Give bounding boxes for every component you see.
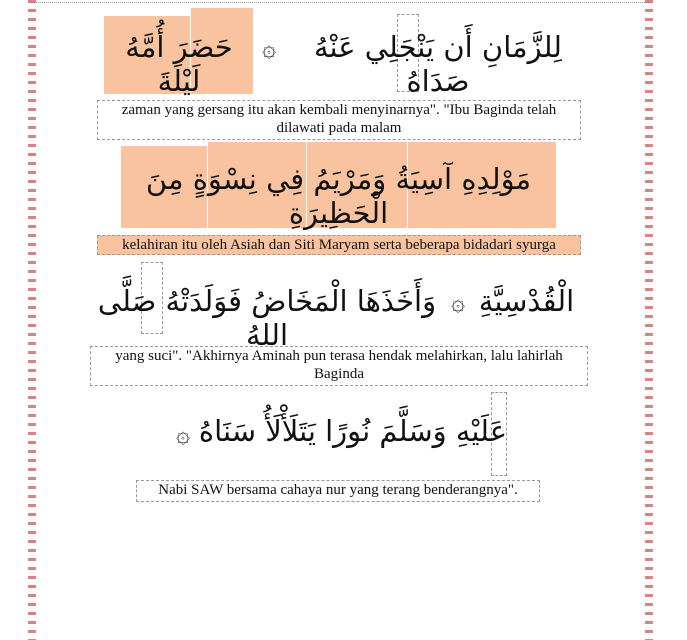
arabic-verse-3-right: الْقُدْسِيَّةِ <box>478 284 575 318</box>
translation-verse-4: Nabi SAW bersama cahaya nur yang terang benderangnya". <box>136 480 540 502</box>
translation-verse-3: yang suci". "Akhirnya Aminah pun terasa hendak melahirkan, lalu lahirlah Baginda <box>90 346 588 386</box>
translation-verse-2: kelahiran itu oleh Asiah dan Siti Maryam serta beberapa bidadari syurga <box>97 235 581 255</box>
ornament-icon: ۞ <box>175 420 191 448</box>
arabic-verse-3-left: وَأَخَذَهَا الْمَخَاضُ فَوَلَدَتْهُ صَلَّى اللهُ <box>97 284 437 352</box>
arabic-verse-2: مَوْلِدِهِ آسِيَةُ وَمَرْيَمُ فِي نِسْوَةٍ مِنَ الْحَظِيرَةِ <box>145 162 532 230</box>
right-decorative-border <box>645 0 653 640</box>
ornament-icon: ۞ <box>450 288 466 316</box>
arabic-verse-4: عَلَيْهِ وَسَلَّمَ نُورًا يَتَلَأْلَأُ سَنَاهُ <box>198 414 508 448</box>
page-top-border <box>28 2 653 3</box>
arabic-verse-1-highlight: حَضَرَ أُمَّهُ لَيْلَةَ <box>125 30 233 98</box>
left-decorative-border <box>28 0 36 640</box>
arabic-verse-1: لِلزَّمَانِ أَن يَنْجَلِي عَنْهُ صَدَاهُ <box>313 30 563 98</box>
translation-verse-1: zaman yang gersang itu akan kembali menyinarnya". "Ibu Baginda telah dilawati pada malam <box>97 100 581 140</box>
ornament-icon: ۞ <box>261 34 277 62</box>
